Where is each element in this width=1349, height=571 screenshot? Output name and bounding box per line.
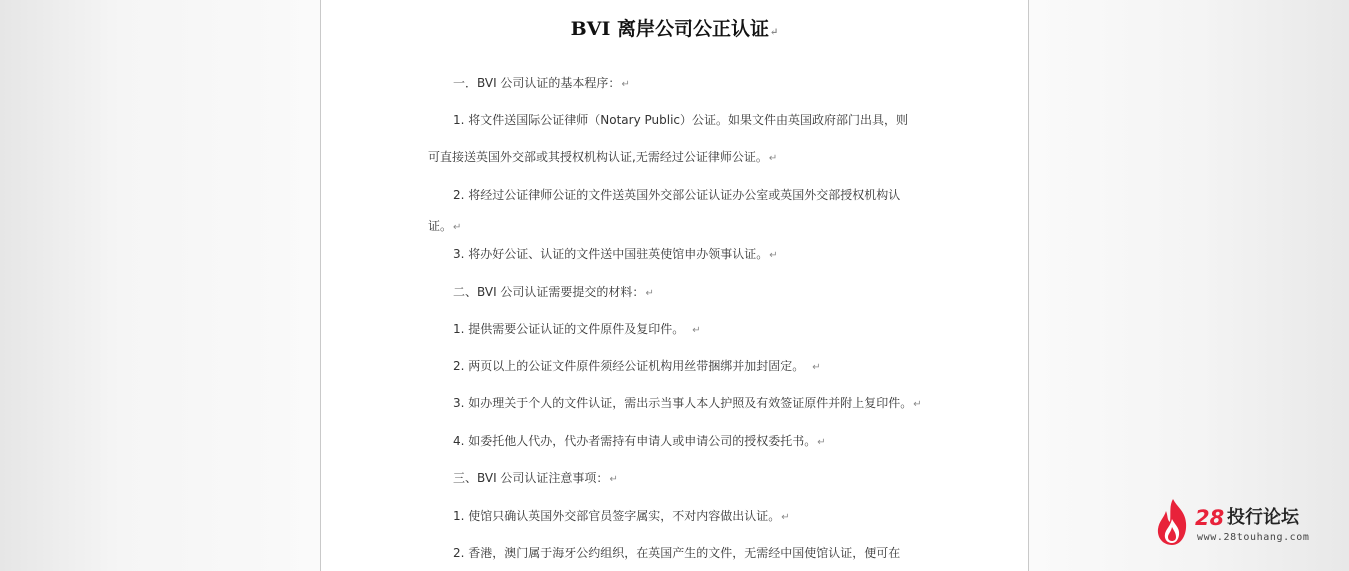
flame-icon [1155,497,1191,547]
paragraph: 1. 将文件送国际公证律师（Notary Public）公证。如果文件由英国政府部门出具，则 [453,113,909,127]
paragraph: 2. 香港，澳门属于海牙公约组织，在英国产生的文件，无需经中国使馆认证，便可在 [453,546,901,560]
logo-name: 投行论坛 [1227,507,1299,528]
document-title [321,16,1028,46]
paragraph: 一．BVI 公司认证的基本程序：↵ [453,76,630,90]
paragraph: 2. 两页以上的公证文件原件须经公证机构用丝带捆绑并加封固定。 ↵ [453,359,821,373]
paragraph: 1. 使馆只确认英国外交部官员签字属实，不对内容做出认证。↵ [453,509,790,523]
paragraph: 二、BVI 公司认证需要提交的材料：↵ [453,285,654,299]
paragraph: 证。↵ [428,219,462,233]
paragraph: 1. 提供需要公证认证的文件原件及复印件。 ↵ [453,322,701,336]
paragraph: 3. 如办理关于个人的文件认证，需出示当事人本人护照及有效签证原件并附上复印件。↵ [453,396,922,410]
paragraph: 三、BVI 公司认证注意事项：↵ [453,471,618,485]
document-page [320,0,1029,571]
paragraph: 3. 将办好公证、认证的文件送中国驻英使馆申办领事认证。↵ [453,247,778,261]
title-text: BVI 离岸公司公正认证 [570,18,769,40]
site-watermark-logo [1155,497,1325,549]
paragraph: 可直接送英国外交部或其授权机构认证,无需经过公证律师公证。↵ [428,150,778,164]
paragraph: 4. 如委托他人代办，代办者需持有申请人或申请公司的授权委托书。↵ [453,434,826,448]
logo-url: www.28touhang.com [1197,532,1310,543]
paragraph: 2. 将经过公证律师公证的文件送英国外交部公证认证办公室或英国外交部授权机构认 [453,188,901,202]
paragraph-mark: ↵ [769,27,779,38]
logo-number: 28 [1195,506,1225,530]
